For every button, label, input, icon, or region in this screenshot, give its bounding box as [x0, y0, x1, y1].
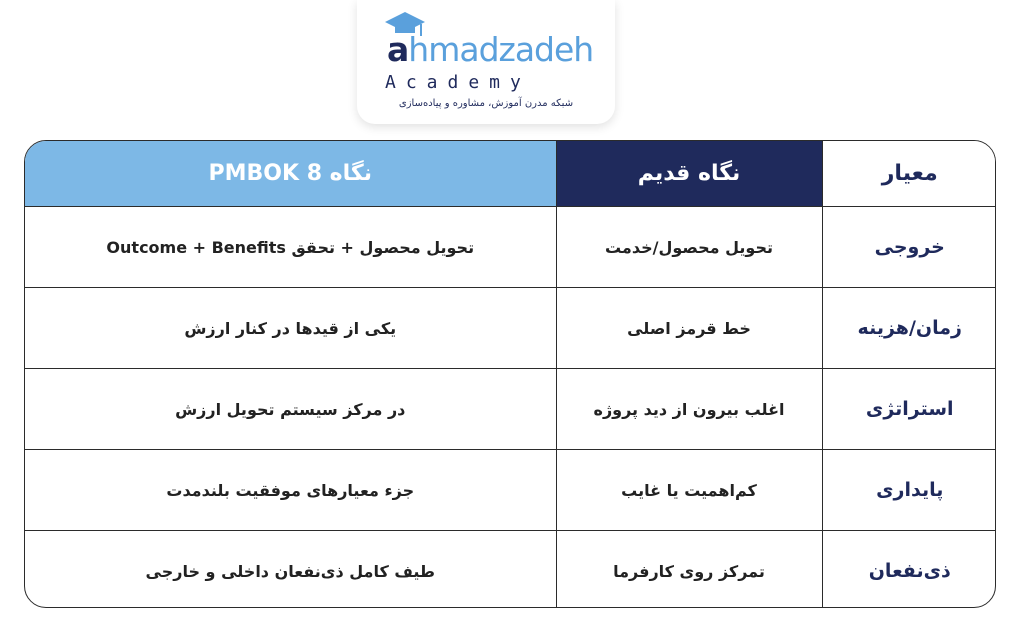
brand-rest: hmadzadeh	[408, 30, 594, 69]
cell-criteria: پایداری	[822, 450, 996, 531]
header-criteria: معیار	[822, 141, 996, 207]
cell-old: تحویل محصول/خدمت	[556, 207, 822, 288]
table-row	[25, 531, 996, 609]
cell-old: اغلب بیرون از دید پروژه	[556, 369, 822, 450]
brand-first-letter: a	[387, 30, 409, 69]
comparison-table	[24, 140, 996, 608]
brand-name	[387, 30, 593, 70]
table-row	[25, 207, 996, 288]
cell-old: خط قرمز اصلی	[556, 288, 822, 369]
cell-criteria: ذی‌نفعان	[822, 531, 996, 609]
cell-new: طیف کامل ذی‌نفعان داخلی و خارجی	[25, 531, 556, 609]
cell-new: در مرکز سیستم تحویل ارزش	[25, 369, 556, 450]
brand-tagline: شبکه مدرن آموزش، مشاوره و پیاده‌سازی	[398, 98, 574, 109]
cell-old: کم‌اهمیت یا غایب	[556, 450, 822, 531]
header-old-view: نگاه قدیم	[556, 141, 822, 207]
table-header-row	[25, 141, 996, 207]
cell-criteria: استراتژی	[822, 369, 996, 450]
logo-card	[357, 0, 615, 124]
table-row	[25, 288, 996, 369]
cell-new: تحویل محصول + تحقق Outcome + Benefits	[25, 207, 556, 288]
cell-new: یکی از قیدها در کنار ارزش	[25, 288, 556, 369]
cell-criteria: زمان/هزینه	[822, 288, 996, 369]
brand-subtitle: Academy	[385, 72, 531, 93]
table-row	[25, 369, 996, 450]
header-new-view: نگاه PMBOK 8	[25, 141, 556, 207]
table-row	[25, 450, 996, 531]
cell-new: جزء معیارهای موفقیت بلندمدت	[25, 450, 556, 531]
cell-old: تمرکز روی کارفرما	[556, 531, 822, 609]
cell-criteria: خروجی	[822, 207, 996, 288]
